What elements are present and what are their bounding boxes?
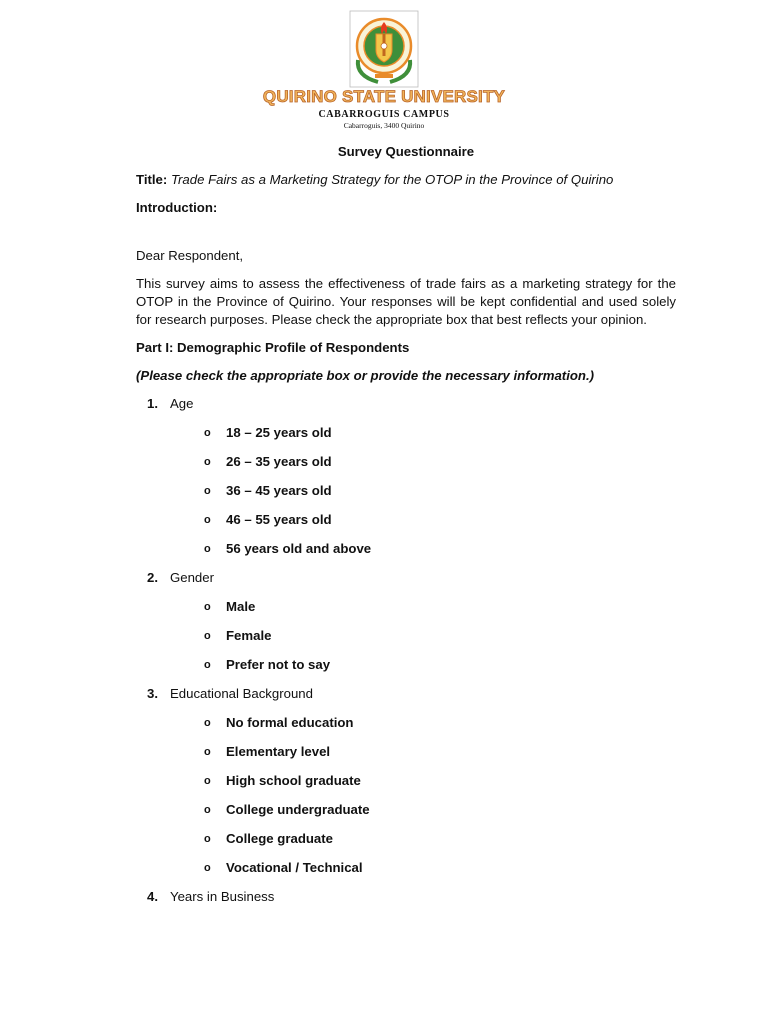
checkbox-bullet-icon[interactable]: o	[204, 745, 211, 758]
question-number: 2.	[147, 570, 158, 585]
option-item[interactable]	[136, 713, 676, 732]
introduction-label: Introduction:	[136, 200, 218, 215]
study-title: Trade Fairs as a Marketing Strategy for the OTOP in the Province of Quirino	[170, 172, 614, 187]
option-label: High school graduate	[226, 772, 361, 788]
question-label: Gender	[170, 570, 214, 585]
option-label: College undergraduate	[226, 801, 370, 817]
question-list	[136, 395, 676, 906]
option-label: 18 – 25 years old	[226, 424, 332, 440]
option-label: Vocational / Technical	[226, 859, 363, 875]
option-item[interactable]	[136, 452, 676, 471]
question-number: 4.	[147, 889, 158, 904]
question-number: 3.	[147, 686, 158, 701]
option-label: No formal education	[226, 714, 354, 730]
option-item[interactable]	[136, 597, 676, 616]
title-line	[136, 171, 676, 189]
campus-name: CABARROGUIS CAMPUS	[318, 109, 450, 120]
question-item	[136, 569, 676, 674]
option-item[interactable]	[136, 829, 676, 848]
option-label: Male	[226, 598, 256, 614]
intro-paragraph: This survey aims to assess the effectiveness of trade fairs as a marketing strategy for the OTOP in the Province of Quirino. Your responses will be kept confidential and used solely for research purposes. Please check the appropriate box that best reflects your opinion.	[136, 276, 676, 327]
checkbox-bullet-icon[interactable]: o	[204, 455, 211, 468]
salutation: Dear Respondent,	[136, 248, 244, 263]
title-label: Title:	[136, 172, 168, 187]
option-item[interactable]	[136, 539, 676, 558]
checkbox-bullet-icon[interactable]: o	[204, 629, 211, 642]
option-item[interactable]	[136, 481, 676, 500]
questionnaire-body	[136, 143, 676, 917]
campus-address: Cabarroguis, 3400 Quirino	[343, 121, 425, 130]
option-list	[136, 597, 676, 674]
option-item[interactable]	[136, 742, 676, 761]
checkbox-bullet-icon[interactable]: o	[204, 426, 211, 439]
question-label: Age	[170, 396, 194, 411]
university-seal-icon	[348, 10, 420, 88]
option-item[interactable]	[136, 423, 676, 442]
option-label: 26 – 35 years old	[226, 453, 332, 469]
checkbox-bullet-icon[interactable]: o	[204, 513, 211, 526]
checkbox-bullet-icon[interactable]: o	[204, 832, 211, 845]
option-item[interactable]	[136, 858, 676, 877]
checkbox-bullet-icon[interactable]: o	[204, 716, 211, 729]
checkbox-bullet-icon[interactable]: o	[204, 861, 211, 874]
option-list	[136, 423, 676, 558]
option-label: 46 – 55 years old	[226, 511, 332, 527]
university-name: QUIRINO STATE UNIVERSITY	[262, 87, 506, 106]
letterhead	[0, 10, 768, 130]
checkbox-bullet-icon[interactable]: o	[204, 600, 211, 613]
checkbox-bullet-icon[interactable]: o	[204, 658, 211, 671]
checkbox-bullet-icon[interactable]: o	[204, 774, 211, 787]
option-label: 36 – 45 years old	[226, 482, 332, 498]
option-label: Female	[226, 627, 272, 643]
question-item	[136, 685, 676, 877]
question-label: Years in Business	[170, 889, 275, 904]
option-label: Elementary level	[226, 743, 331, 759]
option-item[interactable]	[136, 510, 676, 529]
question-item	[136, 888, 676, 906]
checkbox-bullet-icon[interactable]: o	[204, 542, 211, 555]
option-item[interactable]	[136, 800, 676, 819]
question-number: 1.	[147, 396, 158, 411]
option-label: Prefer not to say	[226, 656, 331, 672]
option-item[interactable]	[136, 655, 676, 674]
checkbox-bullet-icon[interactable]: o	[204, 803, 211, 816]
option-item[interactable]	[136, 626, 676, 645]
question-label: Educational Background	[170, 686, 313, 701]
option-item[interactable]	[136, 771, 676, 790]
part1-instruction: (Please check the appropriate box or provide the necessary information.)	[136, 368, 595, 383]
option-list	[136, 713, 676, 877]
question-item	[136, 395, 676, 558]
option-label: 56 years old and above	[226, 540, 372, 556]
option-label: College graduate	[226, 830, 333, 846]
page-title: Survey Questionnaire	[337, 144, 475, 159]
part1-heading: Part I: Demographic Profile of Respondents	[136, 340, 410, 355]
checkbox-bullet-icon[interactable]: o	[204, 484, 211, 497]
